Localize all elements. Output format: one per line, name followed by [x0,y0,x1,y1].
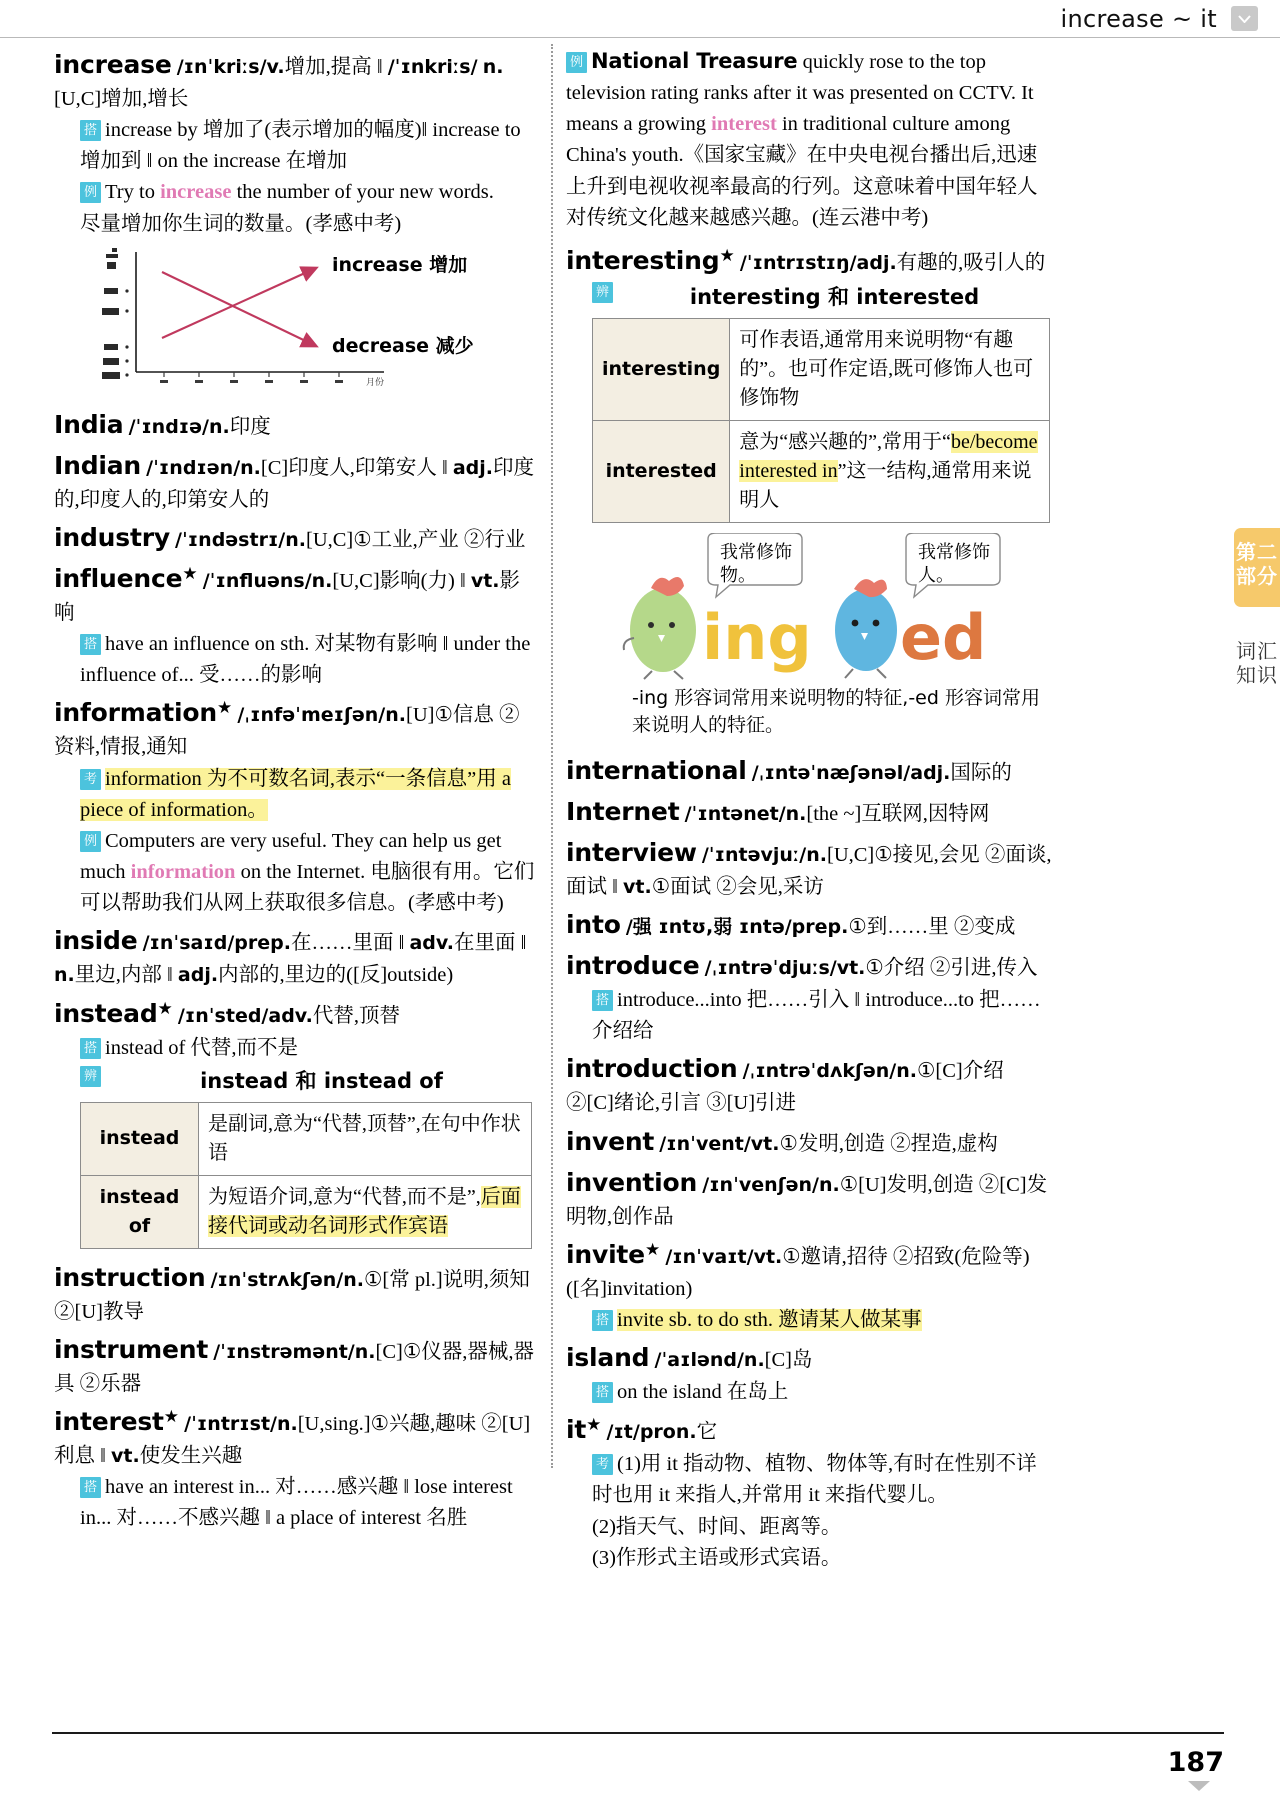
sense: 岛 [792,1349,813,1372]
ipa: /ˌɪnfəˈmeɪʃən/ [237,704,386,727]
headword: it [566,1415,587,1445]
entry-instruction [54,1259,538,1328]
sense-separator: ‖ [459,569,466,592]
pos-4: adj. [177,964,219,987]
page-footer [0,1712,1280,1804]
collocation-text: on the island 在岛上 [617,1381,789,1404]
collocation-text: introduce...into 把……引入 ‖ introduce...to 把……介绍给 [592,989,1041,1043]
ipa: /ˌɪntrəˈdjuːs/ [704,957,837,980]
pos: adv. [268,1004,313,1027]
value-highlight: be/become interested in [739,430,1038,482]
pos: n. [785,802,807,825]
ipa: /ˈɪntrɪstɪŋ/ [739,251,857,274]
sense: ①[C]介绍 ②[C]绪论,引言 ③[U]引进 [566,1060,1004,1115]
entry-international [566,752,1052,790]
sense: ①[常 pl.]说明,须知 ②[U]教导 [54,1268,530,1323]
collocation-tag-icon: 搭 [80,1477,101,1498]
pos-2: vt. [623,875,652,898]
headword: into [566,910,621,940]
table-key-interesting: interesting [593,318,730,420]
headword: increase [54,50,172,79]
headword: international [566,755,747,785]
sense-separator-2: ‖ [520,932,527,955]
pos-2: adj. [452,456,494,479]
entry-interesting [566,242,1052,523]
column-divider [551,44,553,1468]
sense: 印度 [229,415,271,438]
collocation-line [54,629,538,691]
collocation-tag-icon: 搭 [80,120,101,141]
exam-note-line [566,1449,1052,1574]
headword: information [54,698,217,728]
entry-influence [54,560,538,691]
ipa: /ˈɪndɪə/ [128,415,209,438]
gram: [U,C] [827,843,875,866]
headword: invention [566,1167,698,1197]
table-row [81,1102,532,1175]
gram: [U] [406,704,435,727]
headword: invent [566,1126,655,1156]
ipa: /ɪnˈstrʌkʃən/ [210,1268,344,1291]
illustration-caption: -ing 形容词常用来说明物的特征,-ed 形容词常用来说明人的特征。 [632,686,1040,737]
collocation-tag-icon: 搭 [592,1310,613,1331]
headword: instruction [54,1262,206,1292]
pos: n. [240,456,261,479]
ipa: /ˈɪntrɪst/ [184,1412,277,1435]
sense-2: 增加,增长 [101,88,189,110]
pos: n. [385,704,406,727]
table-value-instead [199,1102,532,1175]
sense: 影响(力) [379,569,455,592]
sense: 在……里面 [290,932,394,955]
exam-note-1: (1)用 it 指动物、植物、物体等,有时在性别不详时也用 it 来指人,并常用 it 来指代婴儿。 [592,1453,1037,1507]
sense-separator: ‖ [441,456,448,479]
sense: 国际的 [950,761,1012,784]
star-marker: ★ [157,998,173,1019]
pos-2: vt. [111,1444,140,1467]
pos-2: n. [482,56,504,78]
entry-inside [54,922,538,991]
collocation-tag-icon: 搭 [80,634,101,655]
entry-into [566,906,1052,944]
table-value-instead-of [199,1175,532,1248]
star-marker: ★ [644,1239,661,1260]
collocation-text: increase by 增加了(表示增加的幅度)‖ increase to 增加到 ‖ on the increase 在增加 [80,119,521,173]
pos: prep. [234,932,291,955]
table-key-instead-of: instead of [81,1175,199,1248]
value-pre: 意为“感兴趣的”,常用于“ [739,430,951,453]
speech-bubble-left-text: 我常修饰物。 [720,541,792,586]
ipa: /ɪnˈkriːs/ [176,56,267,78]
page-number: 187 [1167,1747,1224,1778]
headword: India [54,409,124,439]
pos: v. [266,56,285,78]
svg-text:ed: ed [900,600,987,674]
example-keyword: increase [160,181,232,204]
footer-divider [52,1732,1224,1734]
entry-invent [566,1123,1052,1161]
entry-interview [566,834,1052,903]
pos: vt. [750,1132,780,1155]
entry-industry [54,519,538,557]
distinguish-tag-icon: 辨 [592,282,613,303]
svg-text:月份: 月份 [366,376,385,387]
section-side-tab-label: 第二部分 [1236,542,1278,588]
example-cn: 尽量增加你生词的数量。(孝感中考) [80,212,402,235]
sense-separator-3: ‖ [167,964,173,987]
example-en-post: on the Internet. [235,861,366,884]
entry-introduction [566,1050,1052,1119]
entry-island [566,1339,1052,1408]
collocation-tag-icon: 搭 [80,1038,101,1059]
speech-bubble-right-text: 我常修饰人。 [918,541,990,586]
example-keyword: information [130,861,236,884]
ipa: /ɪnˈvaɪt/ [665,1245,754,1268]
page-header [0,0,1280,38]
table-value-interesting [730,318,1050,420]
pos: n. [354,1340,376,1363]
headword: inside [54,926,138,956]
pos: n. [276,1412,298,1435]
chart-annotation-increase-text: increase 增加 [332,253,468,276]
ipa: /ˈɪndəstrɪ/ [175,528,286,551]
sense: 代替,顶替 [312,1004,400,1027]
pos: vt. [836,957,866,980]
example-national-treasure [566,46,1052,234]
example-tag-icon: 例 [566,52,587,73]
sense-separator: ‖ [612,875,618,898]
exam-tag-icon: 考 [592,1454,613,1475]
sense: 增加,提高 [284,56,372,78]
star-marker: ★ [586,1415,602,1436]
entry-indian [54,447,538,516]
collocation-text-highlight: invite sb. to do sth. 邀请某人做某事 [617,1308,922,1331]
pos: n. [806,843,827,866]
value-post: ”这一结构,通常用来说明人 [739,459,1032,511]
pos: n. [343,1268,364,1291]
headword: introduce [566,951,700,981]
table-row [81,1175,532,1248]
pos: vt. [753,1245,783,1268]
sense-4: 内部的,里边的([反]outside) [218,964,454,987]
exam-note-text: information 为不可数名词,表示“一条信息”用 a piece of information。 [80,767,511,821]
increase-decrease-chart [54,246,538,398]
collocation-text: instead of 代替,而不是 [105,1036,299,1059]
sense: ①发明,创造 ②捏造,虚构 [779,1132,998,1155]
collocation-line [566,1377,1052,1408]
svg-text:ing: ing [702,600,812,674]
exam-note-2: (2)指天气、时间、距离等。 [592,1515,842,1538]
headword: introduction [566,1054,738,1084]
ipa: /ˌɪntrəˈdʌkʃən/ [742,1060,897,1083]
section-side-tab-sublabel: 词汇知识 [1236,641,1278,688]
sense: ①信息 ②资料,情报,通知 [54,704,520,759]
headword: influence [54,563,183,593]
headword: Internet [566,796,680,826]
sense: 有趣的,吸引人的 [896,251,1046,274]
table-row [593,318,1050,420]
example-en-post: in traditional culture among China's youth. [566,113,1011,167]
table-key-instead: instead [81,1102,199,1175]
sense-separator: ‖ [100,1444,106,1467]
pos: n. [896,1060,917,1083]
entry-it [566,1411,1052,1574]
example-en-mid: quickly rose to the top television rating ranks after it was presented on CCTV. It means a growing [566,51,1034,136]
gram: [U,C] [306,528,354,551]
sense-2: ①面试 ②会见,采访 [651,875,824,898]
sense: ①邀请,招待 ②招致(危险等)([名]invitation) [566,1245,1030,1300]
sense-separator: ‖ [376,56,383,78]
collocation-text: have an influence on sth. 对某物有影响 ‖ under the influence of... 受……的影响 [80,633,531,687]
sense: ①仪器,器械,器具 ②乐器 [54,1340,534,1395]
value-highlight: 后面接代词或动名词形式作宾语 [208,1185,521,1237]
sense: ①[U]发明,创造 ②[C]发明物,创作品 [566,1173,1048,1228]
ipa: /ɪnˈvent/ [659,1132,751,1155]
example-line [54,826,538,919]
collocation-tag-icon: 搭 [592,990,613,1011]
ipa: /ˈaɪlənd/ [654,1349,744,1372]
entry-introduce [566,947,1052,1047]
instead-compare-title: instead 和 instead of [200,1068,443,1093]
instead-compare-title-row [54,1064,538,1102]
star-marker: ★ [719,246,735,267]
distinguish-tag-icon: 辨 [80,1066,101,1087]
star-marker: ★ [182,564,198,585]
entry-instead [54,995,538,1249]
ipa: /ɪt/ [606,1421,640,1444]
ipa: /ɪnˈsted/ [177,1004,269,1027]
gram: [the ~] [806,802,862,825]
pos-2: adv. [409,932,454,955]
ipa: /ˌɪntəˈnæʃənəl/ [751,761,911,784]
instead-compare-table [80,1102,532,1249]
sense-separator: ‖ [398,932,405,955]
pos: adj. [856,251,897,274]
gram: [C] [764,1349,792,1372]
entry-increase [54,46,538,240]
sense: 互联网,因特网 [861,802,990,825]
sense-2: 使发生兴趣 [139,1444,243,1467]
exam-note-line [54,764,538,826]
headword: invite [566,1239,645,1269]
interest-compare-title: interesting 和 interested [689,284,980,309]
sense-2: 印度的,印度人的,印第安人的 [54,456,535,511]
left-column [54,46,538,1537]
chart-annotation-decrease-text: decrease 减少 [332,334,474,357]
star-marker: ★ [163,1407,180,1428]
headword: island [566,1343,650,1373]
collocation-tag-icon: 搭 [592,1382,613,1403]
running-head: increase ~ it [1060,4,1217,33]
pos: n. [209,415,230,438]
right-column [566,46,1052,1577]
example-tag-icon: 例 [80,182,101,203]
chevron-down-icon[interactable] [1231,6,1258,31]
pos: adj. [910,761,951,784]
gram: [U,sing.] [297,1412,371,1435]
entry-invite [566,1236,1052,1336]
gram: [C] [260,456,289,479]
value-text: 是副词,意为“代替,顶替”,在句中作状语 [208,1112,521,1164]
sense-2: 影响 [54,569,521,624]
sense: ①接见,会见 ②面谈,面试 [566,843,1052,898]
collocation-line [566,1305,1052,1336]
headword: Indian [54,450,142,480]
pos-3: n. [54,964,75,987]
headword: instead [54,998,158,1028]
value-text: 为短语介词,意为“代替,而不是”, [208,1185,481,1208]
collocation-line [54,115,538,177]
entry-interest [54,1403,538,1534]
pos: n. [285,528,306,551]
collocation-line [566,985,1052,1047]
exam-note-3: (3)作形式主语或形式宾语。 [592,1546,842,1569]
chart-annotation-increase [332,251,467,280]
example-en-post: the number of your new words. [231,181,494,204]
pos-2: vt. [470,569,500,592]
ipa: /ˈɪnfluəns/ [202,569,312,592]
pos: pron. [639,1421,697,1444]
example-en-pre: Computers are very useful. They can help us get much [80,829,502,884]
entry-invention [566,1164,1052,1233]
table-key-interested: interested [593,420,730,522]
sense: 它 [696,1421,718,1444]
ipa: /ɪnˈvenʃən/ [702,1173,819,1196]
table-row [593,420,1050,522]
headword: interest [54,1406,164,1436]
example-en-pre: Try to [105,181,161,204]
entry-instrument [54,1331,538,1400]
sense: ①兴趣,趣味 ②[U]利息 [54,1412,531,1467]
sense: ①到……里 ②变成 [848,916,1016,939]
ing-ed-illustration [566,533,1052,681]
sense-2: 在里面 [453,932,516,955]
ipa: /ˈɪndɪən/ [146,456,241,479]
gram-2: [U,C] [54,88,102,110]
entry-internet [566,793,1052,831]
exam-tag-icon: 考 [80,769,101,790]
section-side-tab[interactable] [1234,528,1280,607]
ipa: /强 ɪntʊ,弱 ɪntə/ [625,916,792,939]
pos: n. [818,1173,840,1196]
pos: n. [743,1349,765,1372]
example-keyword: interest [711,113,777,136]
example-cn: 电脑很有用。它们可以帮助我们从网上获取很多信息。(孝感中考) [80,861,535,915]
caret-down-icon[interactable] [1188,1778,1210,1796]
ipa-2: /ˈɪnkriːs/ [387,56,478,78]
collocation-line [54,1472,538,1534]
pos: prep. [791,916,849,939]
sense: ①介绍 ②引进,传入 [865,957,1038,980]
sense-3: 里边,内部 [74,964,162,987]
headword: instrument [54,1334,209,1364]
interest-compare-title-row [566,280,1052,318]
collocation-text: have an interest in... 对……感兴趣 ‖ lose interest in... 对……不感兴趣 ‖ a place of interest 名胜 [80,1476,513,1530]
chart-annotation-decrease [332,332,474,361]
interest-compare-table [592,318,1050,523]
headword: industry [54,522,170,552]
sense: 印度人,印第安人 [288,456,437,479]
collocation-line [54,1033,538,1064]
ipa: /ɪnˈsaɪd/ [142,932,235,955]
ipa: /ˈɪntənet/ [684,802,786,825]
headword: interesting [566,245,720,275]
example-title: National Treasure [591,49,798,73]
entry-information [54,694,538,919]
star-marker: ★ [216,698,233,719]
entry-india [54,406,538,444]
table-value-interested [730,420,1050,522]
gram: [U,C] [332,569,380,592]
gram: [C] [375,1340,403,1363]
example-cn: 《国家宝藏》在中央电视台播出后,迅速上升到电视收视率最高的行列。这意味着中国年轻人对传统文化越来越感兴趣。(连云港中考) [566,144,1038,229]
pos: n. [311,569,333,592]
sense: ①工业,产业 ②行业 [353,528,526,551]
value-text: 可作表语,通常用来说明物“有趣的”。也可作定语,既可修饰人也可修饰物 [739,328,1034,409]
example-line [54,177,538,239]
ipa: /ˈɪntəvjuː/ [701,843,807,866]
ipa: /ˈɪnstrəmənt/ [213,1340,355,1363]
example-tag-icon: 例 [80,831,101,852]
headword: interview [566,837,697,867]
